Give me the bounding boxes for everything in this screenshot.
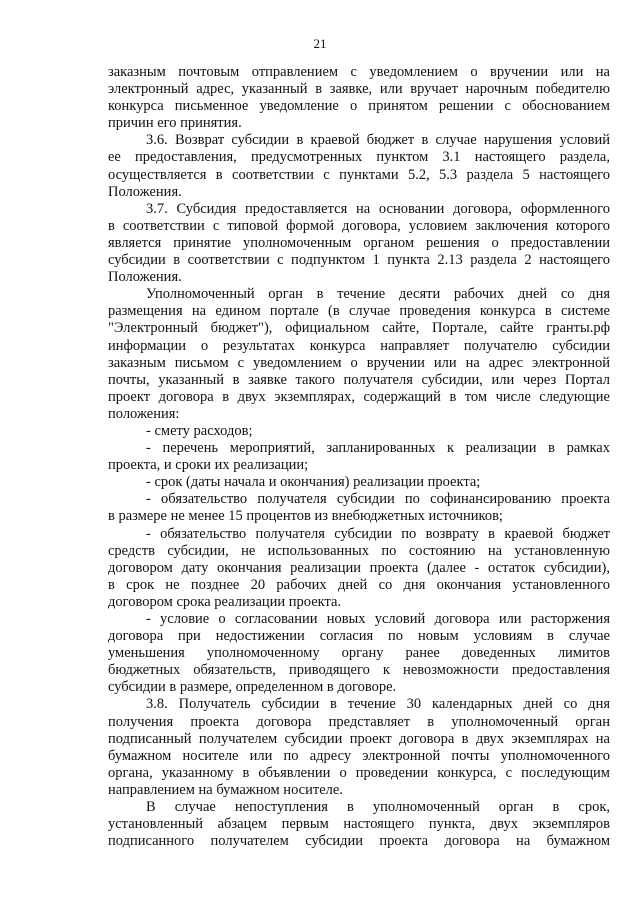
text-line: договора при недостижении согласия по новым условиям в случае [108, 628, 610, 645]
text-line: установленный абзацем первым настоящего пункта, двух экземпляров [108, 816, 610, 833]
text-line: 3.8. Получатель субсидии в течение 30 календарных дней со дня [146, 696, 610, 713]
text-line: уменьшения уполномоченному органу ранее доведенных лимитов [108, 645, 610, 662]
text-line: В случае непоступления в уполномоченный орган в срок, [146, 799, 610, 816]
text-line: заказным почтовым отправлением с уведомлением о вручении или на [108, 64, 610, 80]
text-line: Положения. [108, 183, 182, 200]
text-line: Положения. [108, 269, 182, 286]
text-line: является принятие уполномоченным органом решения о предоставлении [108, 234, 610, 251]
text-line: субсидии в размере, определенном в договоре. [108, 679, 397, 696]
text-line: причин его принятия. [108, 115, 242, 132]
text-line: подписанного получателем субсидии проекта договора на бумажном [108, 833, 610, 850]
text-line: в размере не менее 15 процентов из внебюджетных источников; [108, 508, 503, 525]
page-number: 21 [313, 36, 327, 51]
text-line: Уполномоченный орган в течение десяти рабочих дней со дня [146, 286, 610, 303]
text-line: в срок не позднее 20 рабочих дней со дня окончания установленного [108, 576, 610, 593]
text-line: получения проекта договора представляет в уполномоченный орган [108, 713, 610, 730]
text-line: ее предоставления, предусмотренных пунктом 3.1 настоящего раздела, [108, 149, 610, 166]
text-line: конкурса письменное уведомление о принятом решении с обоснованием [108, 98, 610, 115]
text-line: органа, указанному в объявлении о проведении конкурса, с последующим [108, 764, 610, 781]
text-line: - обязательство получателя субсидии по софинансированию проекта [146, 491, 610, 508]
text-line: электронный адрес, указанный в заявке, или вручает нарочным победителю [108, 81, 610, 98]
text-line: - обязательство получателя субсидии по возврату в краевой бюджет [146, 525, 610, 542]
text-line: в соответствии с типовой формой договора, условием заключения которого [108, 217, 610, 234]
text-line: - перечень мероприятий, запланированных к реализации в рамках [146, 440, 610, 457]
text-line: "Электронный бюджет"), официальном сайте, Портале, сайте гранты.рф [108, 320, 610, 337]
text-line: направлением на бумажном носителе. [108, 781, 343, 798]
text-line: - условие о согласовании новых условий договора или расторжения [146, 611, 610, 627]
text-line: осуществляется в соответствии с пунктами 5.2, 5.3 раздела 5 настоящего [108, 166, 610, 183]
text-line: 3.7. Субсидия предоставляется на основании договора, оформленного [146, 200, 610, 217]
text-line: проекта, и сроки их реализации; [108, 457, 309, 474]
text-line: субсидии в соответствии с подпунктом 1 пункта 2.13 раздела 2 настоящего [108, 252, 610, 269]
text-line: бюджетных обязательств, приводящего к невозможности предоставления [108, 662, 610, 679]
text-line: проект договора в двух экземплярах, содержащий в том числе следующие [108, 388, 610, 405]
text-line: размещения на едином портале (в случае проведения конкурса в системе [108, 303, 610, 320]
text-line: положения: [108, 405, 180, 422]
text-line: заказным письмом с уведомлением о вручении или на адрес электронной [108, 354, 610, 371]
text-line: средств субсидии, не использованных по состоянию на установленную [108, 542, 610, 559]
text-line: почты, указанный в заявке такого получателя субсидии, или через Портал [108, 371, 610, 388]
text-line: - срок (даты начала и окончания) реализации проекта; [146, 474, 481, 491]
text-line: - смету расходов; [146, 422, 253, 439]
document-body [108, 64, 610, 850]
text-line: информации о результатах конкурса направляет получателю субсидии [108, 337, 610, 354]
text-line: 3.6. Возврат субсидии в краевой бюджет в случае нарушения условий [146, 132, 610, 149]
text-line: договором срока реализации проекта. [108, 593, 342, 610]
text-line: бумажном носителе или по адресу электронной почты уполномоченного [108, 747, 610, 764]
text-line: подписанный получателем субсидии проект договора в двух экземплярах на [108, 730, 610, 747]
text-line: договором дату окончания реализации проекта (далее - остаток субсидии), [108, 559, 610, 576]
